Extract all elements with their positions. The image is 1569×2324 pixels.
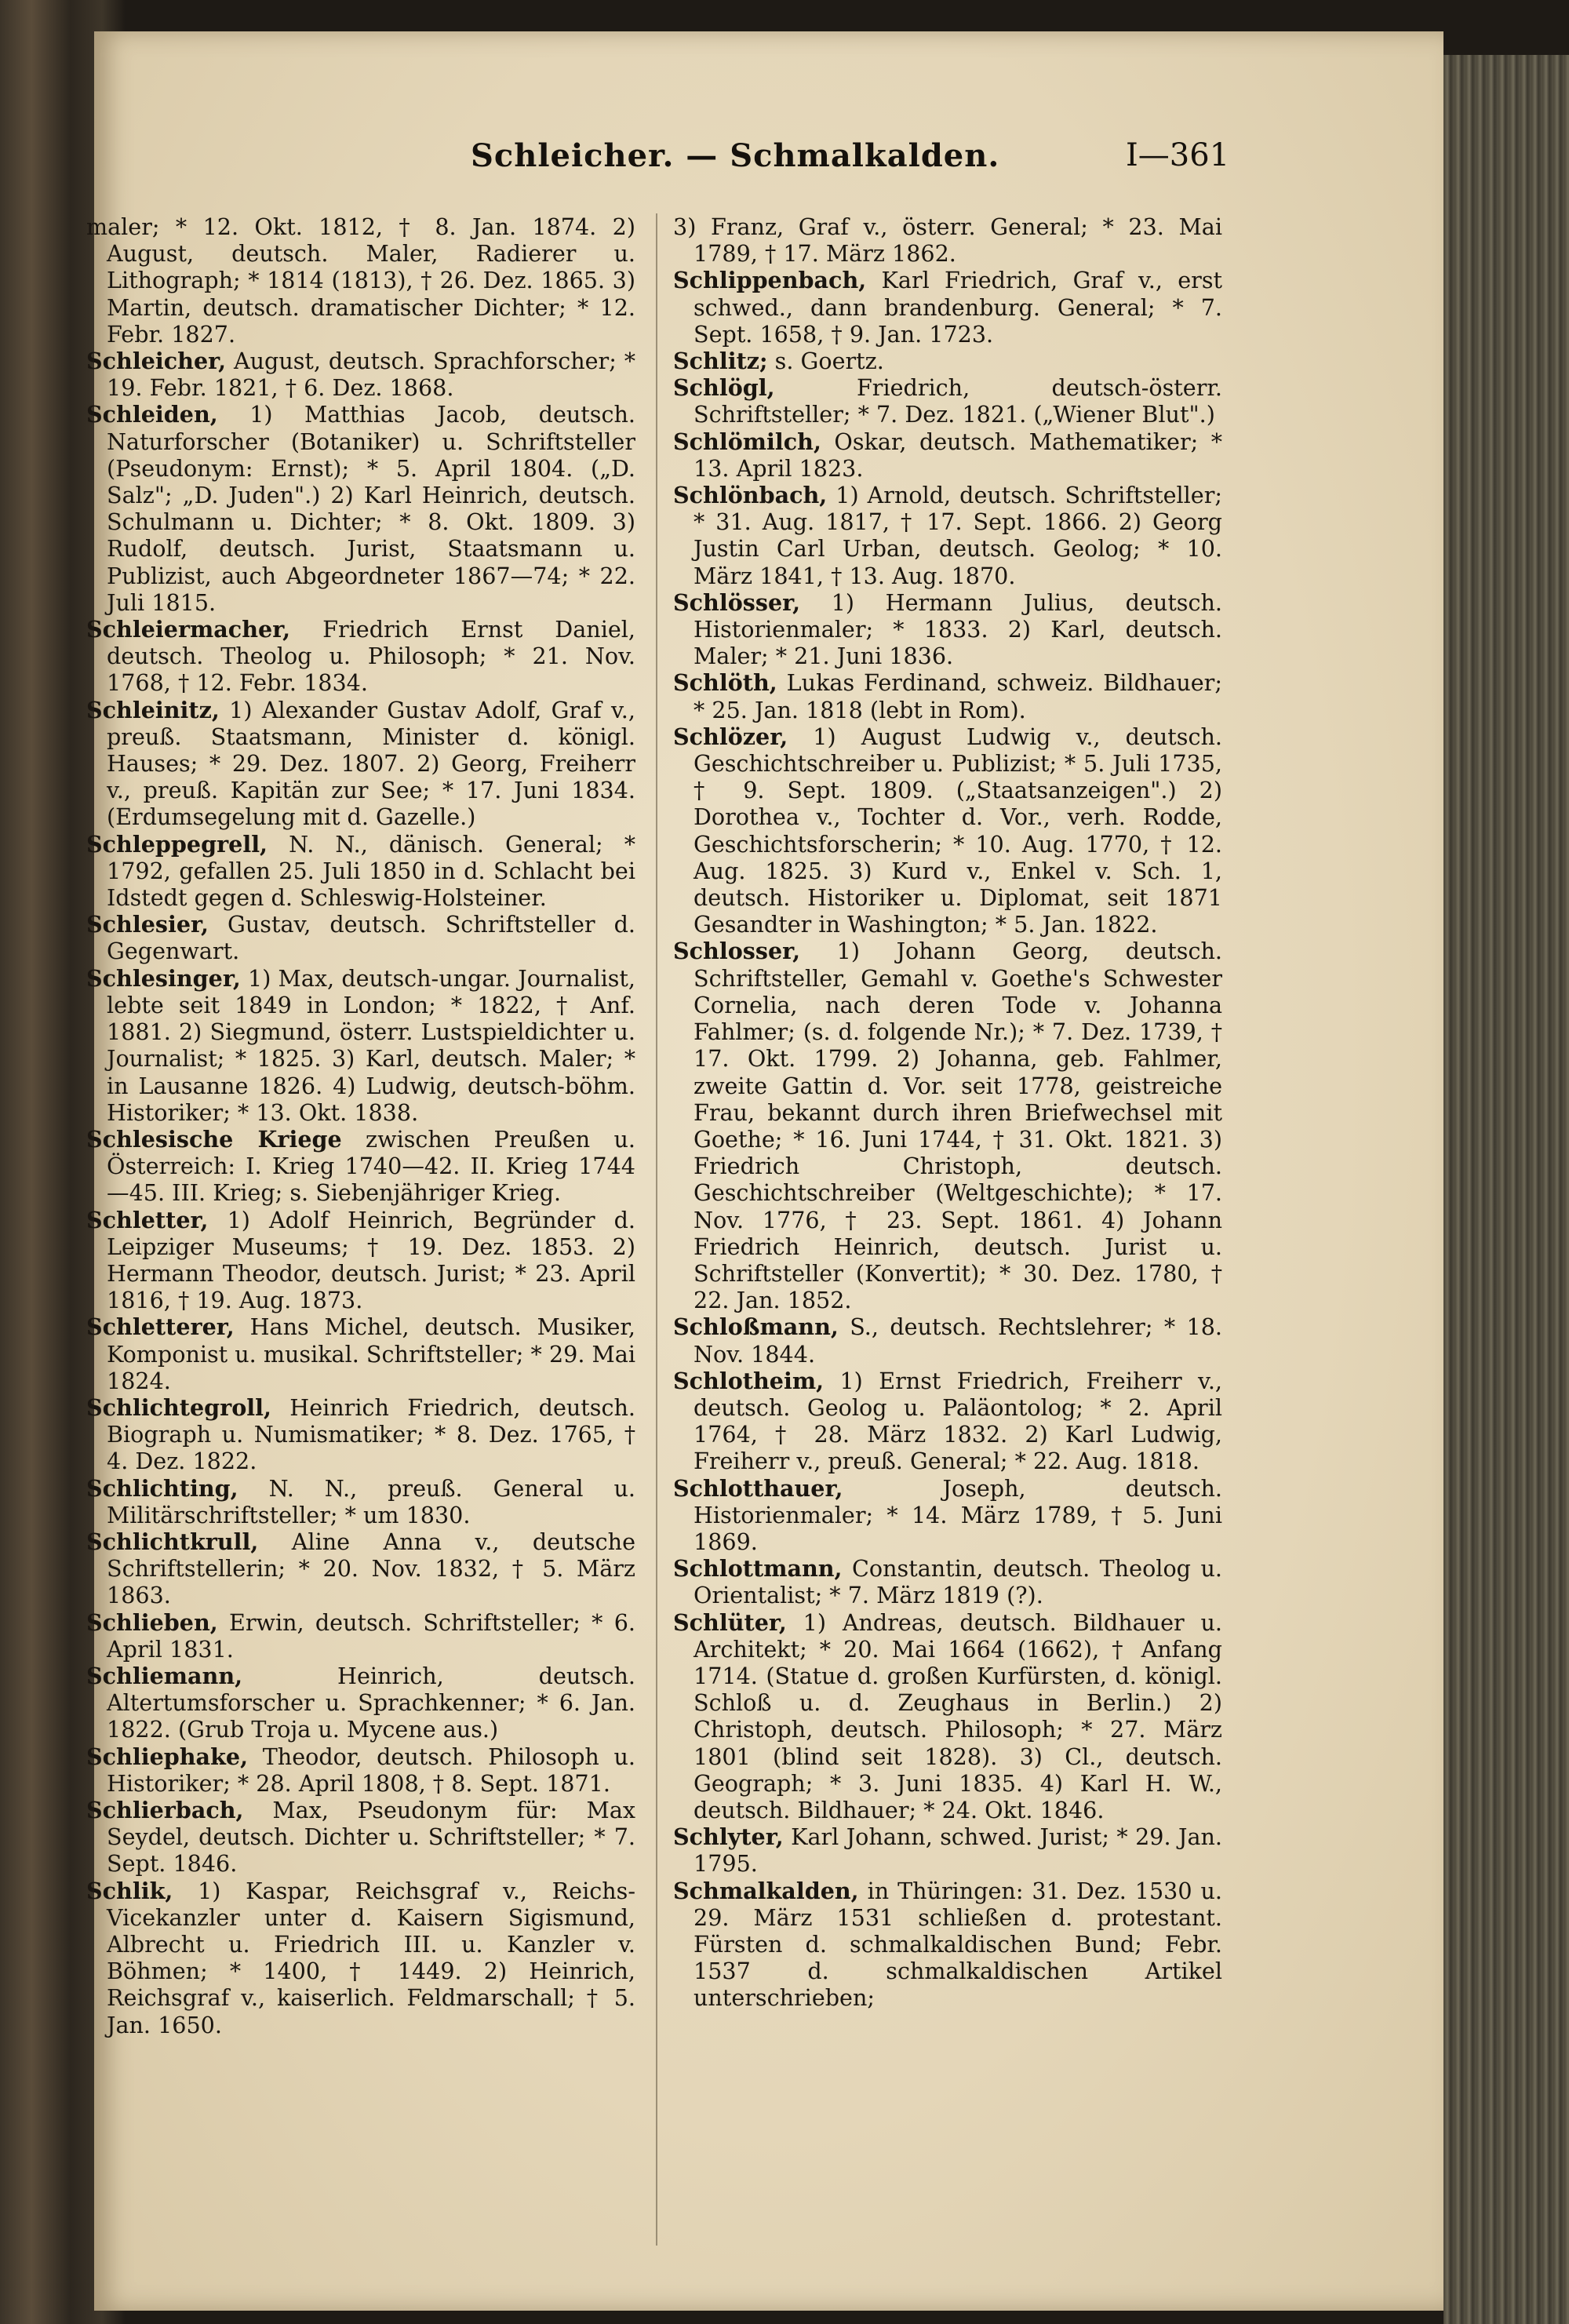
dictionary-entry (673, 213, 1222, 267)
entry-text: 1) Andreas, deutsch. Bildhauer u. Architekt; * 20. Mai 1664 (1662), † Anfang 1714. (Statue d. großen Kurfürsten, d. königl. Schloß u. d. Zeughaus in Berlin.) 2) Christoph, deutsch. Philosoph; * 27. März 1801 (blind seit 1828). 3) Cl., deutsch. Geograph; * 3. Juni 1835. 4) Karl H. W., deutsch. Bildhauer; * 24. Okt. 1846. (693, 1608, 1222, 1823)
dictionary-entry (673, 428, 1222, 482)
entry-text: Theodor, deutsch. Philosoph u. Historiker; * 28. April 1808, † 8. Sept. 1871. (107, 1743, 635, 1797)
entry-text: Friedrich Ernst Daniel, deutsch. Theolog u. Philosoph; * 21. Nov. 1768, † 12. Febr. 1834. (107, 616, 635, 697)
dictionary-entry (86, 401, 635, 616)
entry-text: Hans Michel, deutsch. Musiker, Komponist u. musikal. Schriftsteller; * 29. Mai 1824. (107, 1313, 635, 1394)
dictionary-entry (86, 1609, 635, 1663)
dictionary-entry (673, 1609, 1222, 1824)
entry-text: Joseph, deutsch. Historienmaler; * 14. März 1789, † 5. Juni 1869. (693, 1474, 1222, 1555)
entry-headword: Schlöth, (673, 669, 777, 697)
dictionary-entry (86, 348, 635, 401)
entry-headword: Schlieben, (86, 1608, 218, 1636)
entry-text: 1) August Ludwig v., deutsch. Geschichtschreiber u. Publizist; * 5. Juli 1735, † 9. Sept. 1809. („Staatsanzeigen".) 2) Dorothea v., Tochter d. Vor., verh. Rodde, Geschichtsforscherin; * 10. Aug. 1770, † 12. Aug. 1825. 3) Kurd v., Enkel v. Sch. 1, deutsch. Historiker u. Diplomat, seit 1871 Gesandter in Washington; * 5. Jan. 1822. (693, 723, 1222, 938)
entry-text: Heinrich, deutsch. Altertumsforscher u. Sprachkenner; * 6. Jan. 1822. (Grub Troja u. Mycene aus.) (107, 1662, 635, 1743)
dictionary-entry (673, 1475, 1222, 1556)
entry-text: 1) Arnold, deutsch. Schriftsteller; * 31. Aug. 1817, † 17. Sept. 1866. 2) Georg Justin Carl Urban, deutsch. Geolog; * 10. März 1841, † 13. Aug. 1870. (693, 482, 1222, 589)
running-title: Schleicher. — Schmalkalden. (471, 137, 1000, 174)
entry-headword: Schleppegrell, (86, 830, 268, 858)
entry-text: Oskar, deutsch. Mathematiker; * 13. April 1823. (693, 428, 1222, 482)
entry-headword: Schlippenbach, (673, 267, 867, 294)
entry-text: Friedrich, deutsch-österr. Schriftsteller; * 7. Dez. 1821. („Wiener Blut".) (693, 374, 1222, 428)
entry-headword: Schlesier, (86, 911, 209, 938)
entry-headword: Schliephake, (86, 1743, 249, 1770)
entry-headword: Schlik, (86, 1877, 173, 1904)
entry-text: 1) Kaspar, Reichsgraf v., Reichs-Vicekanzler unter d. Kaisern Sigismund, Albrecht u. Friedrich III. u. Kanzler v. Böhmen; * 1400, † 1449. 2) Heinrich, Reichsgraf v., kaiserlich. Feldmarschall; † 5. Jan. 1650. (107, 1877, 635, 2038)
dictionary-entry (86, 1207, 635, 1314)
dictionary-entry (673, 374, 1222, 428)
entry-text: Karl Friedrich, Graf v., erst schwed., dann brandenburg. General; * 7. Sept. 1658, † 9. Jan. 1723. (693, 267, 1222, 348)
dictionary-entry (86, 1663, 635, 1743)
dictionary-entry (86, 1878, 635, 2038)
page-number: I—361 (1126, 137, 1230, 173)
entry-headword: Schlotheim, (673, 1367, 825, 1394)
entry-headword: Schloßmann, (673, 1313, 839, 1341)
entry-headword: Schlesische Kriege (86, 1125, 342, 1153)
entry-headword: Schlözer, (673, 723, 788, 750)
entry-headword: Schlitz; (673, 348, 768, 375)
entry-headword: Schliemann, (86, 1662, 243, 1689)
entry-headword: Schlösser, (673, 588, 801, 616)
entry-text: Karl Johann, schwed. Jurist; * 29. Jan. 1795. (693, 1823, 1222, 1878)
entry-headword: Schlüter, (673, 1608, 787, 1636)
entry-text: 1) Adolf Heinrich, Begründer d. Leipziger Museums; † 19. Dez. 1853. 2) Hermann Theodor, deutsch. Jurist; * 23. April 1816, † 19. Aug. 1873. (107, 1206, 635, 1314)
dictionary-entry (673, 1823, 1222, 1877)
entry-text: zwischen Preußen u. Österreich: I. Krieg 1740—42. II. Krieg 1744—45. III. Krieg; s. Siebenjähriger Krieg. (107, 1125, 635, 1207)
entry-headword: Schleicher, (86, 348, 227, 375)
dictionary-entry (86, 831, 635, 912)
dictionary-entry (673, 1555, 1222, 1608)
entry-headword: Schleinitz, (86, 696, 220, 723)
entry-text: Lukas Ferdinand, schweiz. Bildhauer; * 25. Jan. 1818 (lebt in Rom). (693, 669, 1222, 723)
entry-text: Aline Anna v., deutsche Schriftstellerin; * 20. Nov. 1832, † 5. März 1863. (107, 1528, 635, 1609)
entry-text: 1) Hermann Julius, deutsch. Historienmaler; * 1833. 2) Karl, deutsch. Maler; * 21. Juni 1836. (693, 588, 1222, 670)
entry-headword: Schlögl, (673, 374, 775, 402)
entry-headword: Schmalkalden, (673, 1877, 859, 1904)
dictionary-entry (86, 965, 635, 1126)
entry-headword: Schlierbach, (86, 1796, 244, 1823)
running-header (471, 137, 1255, 184)
entry-text: N. N., preuß. General u. Militärschriftsteller; * um 1830. (107, 1474, 635, 1528)
dictionary-entry (86, 616, 635, 697)
entry-headword: Schletterer, (86, 1313, 235, 1341)
dictionary-entry (673, 1313, 1222, 1367)
entry-text: 1) Max, deutsch-ungar. Journalist, lebte seit 1849 in London; * 1822, † Anf. 1881. 2) Siegmund, österr. Lustspieldichter u. Journalist; * 1825. 3) Karl, deutsch. Maler; * in Lausanne 1826. 4) Ludwig, deutsch-böhm. Historiker; * 13. Okt. 1838. (107, 964, 635, 1126)
dictionary-entry (673, 589, 1222, 670)
entry-headword: Schlosser, (673, 938, 801, 965)
dictionary-entry (673, 669, 1222, 723)
entry-headword: Schletter, (86, 1206, 209, 1233)
entry-text: Heinrich Friedrich, deutsch. Biograph u. Numismatiker; * 8. Dez. 1765, † 4. Dez. 1822. (107, 1393, 635, 1475)
entry-headword: Schlichtegroll, (86, 1393, 271, 1421)
entry-text: maler; * 12. Okt. 1812, † 8. Jan. 1874. 2) August, deutsch. Maler, Radierer u. Lithograph; * 1814 (1813), † 26. Dez. 1865. 3) Martin, deutsch. dramatischer Dichter; * 12. Febr. 1827. (86, 213, 635, 348)
column-rule (656, 213, 657, 2246)
entry-headword: Schlotthauer, (673, 1474, 843, 1502)
dictionary-entry (86, 911, 635, 964)
dictionary-entry (86, 1743, 635, 1797)
dictionary-entry (673, 938, 1222, 1313)
dictionary-entry (673, 1368, 1222, 1475)
dictionary-entry (86, 213, 635, 348)
entry-headword: Schlichtkrull, (86, 1528, 259, 1555)
dictionary-entry (673, 348, 1222, 374)
dictionary-entry (86, 1528, 635, 1609)
entry-headword: Schlönbach, (673, 482, 828, 509)
dictionary-entry (673, 482, 1222, 589)
entry-headword: Schlesinger, (86, 964, 241, 992)
entry-text: in Thüringen: 31. Dez. 1530 u. 29. März 1531 schließen d. protestant. Fürsten d. schmalkaldischen Bund; Febr. 1537 d. schmalkaldischen Artikel unterschrieben; (693, 1877, 1222, 2012)
entry-text: Gustav, deutsch. Schriftsteller d. Gegenwart. (107, 911, 635, 965)
entry-text: s. Goertz. (774, 348, 884, 375)
entry-headword: Schlichting, (86, 1474, 238, 1502)
book-page-edges (1443, 55, 1569, 2324)
dictionary-entry (86, 1313, 635, 1394)
entry-text: 3) Franz, Graf v., österr. General; * 23. Mai 1789, † 17. März 1862. (673, 213, 1222, 268)
left-column (86, 213, 635, 2253)
entry-text: Constantin, deutsch. Theolog u. Orientalist; * 7. März 1819 (?). (693, 1555, 1222, 1609)
entry-text: S., deutsch. Rechtslehrer; * 18. Nov. 1844. (693, 1313, 1222, 1368)
entry-text: 1) Ernst Friedrich, Freiherr v., deutsch. Geolog u. Paläontolog; * 2. April 1764, † 28. März 1832. 2) Karl Ludwig, Freiherr v., preuß. General; * 22. Aug. 1818. (693, 1367, 1222, 1475)
dictionary-entry (673, 1878, 1222, 2012)
dictionary-entry (86, 1126, 635, 1207)
entry-text: 1) Matthias Jacob, deutsch. Naturforscher (Botaniker) u. Schriftsteller (Pseudonym: Ernst); * 5. April 1804. („D. Salz"; „D. Juden".) 2) Karl Heinrich, deutsch. Schulmann u. Dichter; * 8. Okt. 1809. 3) Rudolf, deutsch. Jurist, Staatsmann u. Publizist, auch Abgeordneter 1867—74; * 22. Juli 1815. (107, 401, 635, 616)
entry-text: N. N., dänisch. General; * 1792, gefallen 25. Juli 1850 in d. Schlacht bei Idstedt gegen d. Schleswig-Holsteiner. (107, 830, 635, 912)
dictionary-entry (673, 267, 1222, 348)
dictionary-entry (673, 723, 1222, 938)
entry-text: August, deutsch. Sprachforscher; * 19. Febr. 1821, † 6. Dez. 1868. (107, 348, 635, 402)
right-column (673, 213, 1222, 2253)
entry-headword: Schleiden, (86, 401, 218, 428)
entry-headword: Schlömilch, (673, 428, 821, 455)
entry-headword: Schlottmann, (673, 1555, 843, 1583)
entry-headword: Schlyter, (673, 1823, 784, 1851)
dictionary-entry (86, 1394, 635, 1475)
dictionary-entry (86, 1475, 635, 1528)
entry-text: Max, Pseudonym für: Max Seydel, deutsch. Dichter u. Schriftsteller; * 7. Sept. 1846. (107, 1796, 635, 1878)
entry-text: 1) Johann Georg, deutsch. Schriftsteller, Gemahl v. Goethe's Schwester Cornelia, nach deren Tode v. Johanna Fahlmer; (s. d. folgende Nr.); * 7. Dez. 1739, † 17. Okt. 1799. 2) Johanna, geb. Fahlmer, zweite Gattin d. Vor. seit 1778, geistreiche Frau, bekannt durch ihren Briefwechsel mit Goethe; * 16. Juni 1744, † 31. Okt. 1821. 3) Friedrich Christoph, deutsch. Geschichtschreiber (Weltgeschichte); * 17. Nov. 1776, † 23. Sept. 1861. 4) Johann Friedrich Heinrich, deutsch. Jurist u. Schriftsteller (Konvertit); * 30. Dez. 1780, † 22. Jan. 1852. (693, 938, 1222, 1314)
entry-headword: Schleiermacher, (86, 616, 291, 643)
dictionary-entry (86, 1797, 635, 1878)
dictionary-entry (86, 697, 635, 831)
entry-text: 1) Alexander Gustav Adolf, Graf v., preuß. Staatsmann, Minister d. königl. Hauses; * 29. Dez. 1807. 2) Georg, Freiherr v., preuß. Kapitän zur See; * 17. Juni 1834. (Erdumsegelung mit d. Gazelle.) (107, 696, 635, 831)
entry-text: Erwin, deutsch. Schriftsteller; * 6. April 1831. (107, 1608, 635, 1663)
